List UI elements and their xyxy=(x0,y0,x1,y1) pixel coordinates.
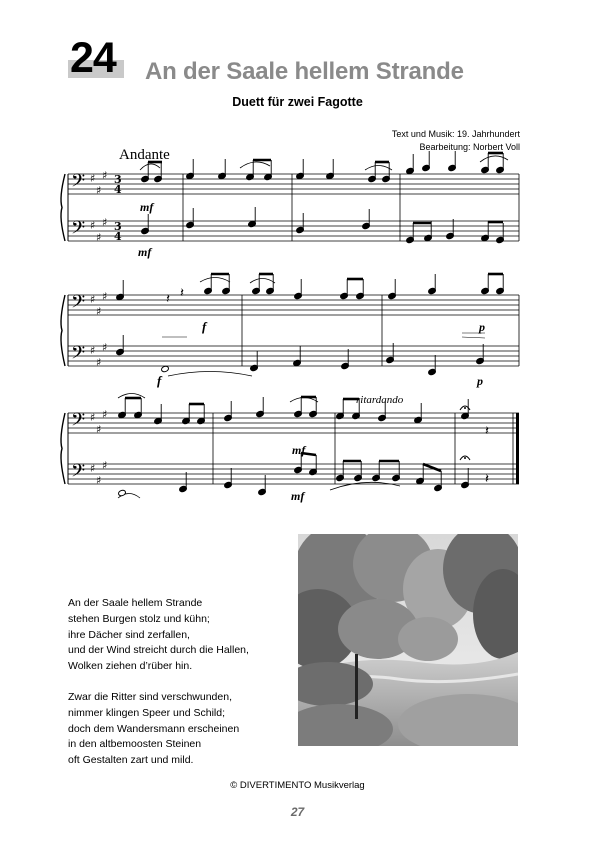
dynamic-mark: mf xyxy=(140,200,154,214)
piece-subtitle: Duett für zwei Fagotte xyxy=(232,95,363,109)
hairpin-line xyxy=(462,337,485,338)
note-head xyxy=(264,173,273,180)
note-head xyxy=(336,474,345,481)
note-head xyxy=(134,411,143,418)
fermata-dot xyxy=(464,457,466,459)
sharp-sign: ♯ xyxy=(102,169,108,182)
final-barline xyxy=(516,413,519,484)
note-head xyxy=(326,172,335,179)
note-head xyxy=(309,410,318,417)
note-head xyxy=(224,481,233,488)
credits-text-music: Text und Musik: 19. Jahrhundert xyxy=(391,129,520,139)
note-head xyxy=(336,412,345,419)
note-head xyxy=(179,485,188,492)
note-head xyxy=(406,236,415,243)
ritardando-marking: ritardando xyxy=(356,394,404,406)
lyric-line: Wolken ziehen d’rüber hin. xyxy=(68,660,193,673)
tempo-marking: Andante xyxy=(119,147,170,163)
note-head xyxy=(481,234,490,241)
note-head xyxy=(250,364,259,371)
quarter-rest: 𝄽 xyxy=(485,472,489,487)
note-head xyxy=(392,474,401,481)
note-head xyxy=(116,348,125,355)
dynamic-mark: p xyxy=(479,320,485,334)
note-head xyxy=(294,410,303,417)
note-head xyxy=(406,167,415,174)
river-landscape-photo xyxy=(298,534,518,746)
note-head xyxy=(118,489,127,496)
piece-number: 24 xyxy=(70,34,116,82)
note-head xyxy=(414,416,423,423)
bass-clef: 𝄢 xyxy=(71,461,86,486)
note-head xyxy=(428,287,437,294)
credits-arrangement: Bearbeitung: Norbert Voll xyxy=(419,142,520,152)
lyric-line: doch dem Wandersmann erscheinen xyxy=(68,722,240,735)
time-signature-top: 3 xyxy=(114,173,122,186)
note-head xyxy=(481,287,490,294)
dynamic-mark: f xyxy=(157,373,162,388)
lyric-line: und der Wind streicht durch die Hallen, xyxy=(68,644,249,657)
note-head xyxy=(296,226,305,233)
note-head xyxy=(197,417,206,424)
slur xyxy=(480,156,508,162)
note-head xyxy=(154,417,163,424)
note-head xyxy=(354,474,363,481)
lyrics xyxy=(68,596,249,784)
note-head xyxy=(496,236,505,243)
sharp-sign: ♯ xyxy=(102,290,108,303)
note-head xyxy=(248,220,257,227)
quarter-rest: 𝄽 xyxy=(166,292,170,307)
bass-clef: 𝄢 xyxy=(71,171,86,196)
note-head xyxy=(424,234,433,241)
note-head xyxy=(309,468,318,475)
time-signature-top: 3 xyxy=(114,220,122,233)
time-signature-bottom: 4 xyxy=(114,183,122,196)
slur xyxy=(200,278,230,283)
note-head xyxy=(496,287,505,294)
note-head xyxy=(448,164,457,171)
sharp-sign: ♯ xyxy=(96,184,102,197)
piece-title: An der Saale hellem Strande xyxy=(145,58,464,85)
slur xyxy=(365,166,392,171)
time-signature-bottom: 4 xyxy=(114,230,122,243)
note-head xyxy=(388,292,397,299)
lyrics-stanza-1 xyxy=(68,596,249,675)
note-head xyxy=(252,287,261,294)
quarter-rest: 𝄽 xyxy=(180,286,184,301)
sharp-sign: ♯ xyxy=(96,231,102,244)
note-head xyxy=(352,412,361,419)
note-head xyxy=(461,481,470,488)
publisher-footer: © DIVERTIMENTO Musikverlag xyxy=(230,780,365,791)
lyrics-stanza-2 xyxy=(68,690,249,769)
note-head xyxy=(422,164,431,171)
sharp-sign: ♯ xyxy=(96,474,102,487)
note-head xyxy=(204,287,213,294)
note-head xyxy=(496,166,505,173)
note-head xyxy=(428,368,437,375)
note-head xyxy=(161,365,170,372)
system-brace xyxy=(61,413,65,484)
lyric-line: nimmer klingen Speer und Schild; xyxy=(68,706,225,719)
note-head xyxy=(256,410,265,417)
note-head xyxy=(481,166,490,173)
note-head xyxy=(296,172,305,179)
note-head xyxy=(186,172,195,179)
slur xyxy=(250,279,275,284)
sharp-sign: ♯ xyxy=(96,423,102,436)
sharp-sign: ♯ xyxy=(96,356,102,369)
lyric-line: in den altbemoosten Steinen xyxy=(68,738,202,751)
note-head xyxy=(218,172,227,179)
note-head xyxy=(293,359,302,366)
lyric-line: ihre Dächer sind zerfallen, xyxy=(68,628,190,641)
lyric-line: An der Saale hellem Strande xyxy=(68,597,203,609)
sharp-sign: ♯ xyxy=(90,462,96,475)
note-beam xyxy=(423,464,441,471)
dynamic-mark: mf xyxy=(138,245,152,259)
note-head xyxy=(222,287,231,294)
note-head xyxy=(416,477,425,484)
lyric-line: oft Gestalten zart und mild. xyxy=(68,754,194,767)
note-head xyxy=(294,466,303,473)
slur xyxy=(140,164,160,170)
note-head xyxy=(386,356,395,363)
dynamic-mark: p xyxy=(477,374,483,388)
fermata-dot xyxy=(464,407,466,409)
note-head xyxy=(118,411,127,418)
dynamic-mark: mf xyxy=(292,443,306,457)
sharp-sign: ♯ xyxy=(90,411,96,424)
sharp-sign: ♯ xyxy=(102,408,108,421)
system-brace xyxy=(61,295,65,366)
sharp-sign: ♯ xyxy=(90,344,96,357)
note-head xyxy=(434,484,443,491)
bass-clef: 𝄢 xyxy=(71,218,86,243)
note-head xyxy=(356,292,365,299)
note-head xyxy=(182,417,191,424)
dynamic-mark: f xyxy=(202,319,207,334)
quarter-rest: 𝄽 xyxy=(485,424,489,439)
sharp-sign: ♯ xyxy=(102,341,108,354)
note-head xyxy=(340,292,349,299)
bass-clef: 𝄢 xyxy=(71,343,86,368)
note-head xyxy=(266,287,275,294)
slur xyxy=(168,372,252,377)
note-head xyxy=(294,292,303,299)
slur xyxy=(240,162,270,168)
note-head xyxy=(461,412,470,419)
sharp-sign: ♯ xyxy=(90,172,96,185)
note-head xyxy=(258,488,267,495)
sharp-sign: ♯ xyxy=(102,459,108,472)
note-head xyxy=(116,293,125,300)
note-head xyxy=(186,221,195,228)
page-number: 27 xyxy=(290,805,305,819)
lyric-line: Zwar die Ritter sind verschwunden, xyxy=(68,690,232,703)
sharp-sign: ♯ xyxy=(102,216,108,229)
note-head xyxy=(246,173,255,180)
sharp-sign: ♯ xyxy=(90,293,96,306)
lyric-line: stehen Burgen stolz und kühn; xyxy=(68,612,210,625)
dynamic-mark: mf xyxy=(291,489,305,503)
bass-clef: 𝄢 xyxy=(71,410,86,435)
slur xyxy=(330,482,400,490)
bass-clef: 𝄢 xyxy=(71,292,86,317)
sharp-sign: ♯ xyxy=(96,305,102,318)
system-brace xyxy=(61,174,65,241)
note-head xyxy=(372,474,381,481)
sharp-sign: ♯ xyxy=(90,219,96,232)
